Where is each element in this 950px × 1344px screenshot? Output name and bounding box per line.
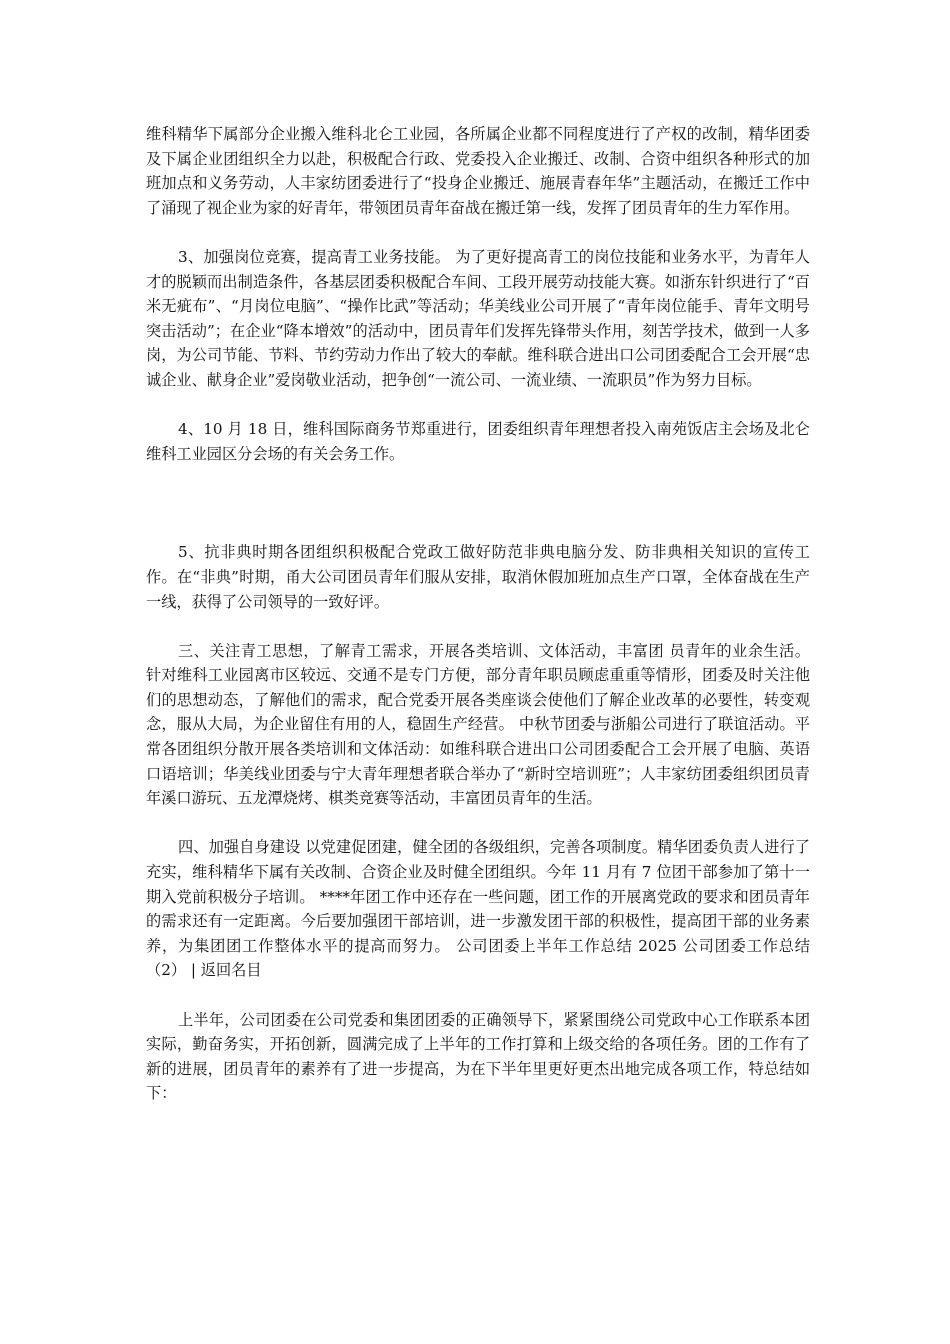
paragraph-business-festival: 4、10 月 18 日，维科国际商务节郑重进行，团委组织青年理想者投入南苑饭店主会场及北仑维科工业园区分会场的有关会务工作。 (146, 420, 810, 463)
paragraph-half-year-summary: 上半年，公司团委在公司党委和集团团委的正确领导下，紧紧围绕公司党政中心工作联系本团实际，勤奋务实，开拓创新，圆满完成了上半年的工作打算和上级交给的各项任务。团的工作有了新的进展，团员青年的素养有了进一步提高，为在下半年里更好更杰出地完成各项工作，特总结如下： (146, 1010, 810, 1103)
paragraph-skills-competition: 3、加强岗位竞赛，提高青工业务技能。 为了更好提高青工的岗位技能和业务水平，为青年人才的脱颖而出制造条件，各基层团委积极配合车间、工段开展劳动技能大赛。如浙东针织进行了“百米无疵布”、“月岗位电脑”、“操作比武”等活动；华美线业公司开展了“青年岗位能手、青年文明号突击活动”；在企业“降本增效”的活动中，团员青年们发挥先锋带头作用，刻苦学技术，做到一人多岗，为公司节能、节料、节约劳动力作出了较大的奉献。维科联合进出口公司团委配合工会开展“忠诚企业、献身企业”爱岗敬业活动，把争创“一流公司、一流业绩、一流职员”作为努力目标。 (146, 247, 810, 389)
paragraph-youth-wellbeing: 三、关注青工思想，了解青工需求，开展各类培训、文体活动，丰富团 员青年的业余生活。 针对维科工业园离市区较远、交通不是专门方便，部分青年职员顾虑重重等情形，团委及时关注他们的思想动态，了解他们的需求，配合党委开展各类座谈会使他们了解企业改革的必要性，转变观念，服从大局，为企业留住有用的人，稳固生产经营。 中秋节团委与浙船公司进行了联谊活动。平常各团组织分散开展各类培训和文体活动：如维科联合进出口公司团委配合工会开展了电脑、英语口语培训；华美线业团委与宁大青年理想者联合举办了“新时空培训班”；人丰家纺团委组织团员青年溪口游玩、五龙潭烧烤、棋类竞赛等活动，丰富团员青年的生活。 (146, 641, 810, 808)
paragraph-sars-prevention: 5、抗非典时期各团组织积极配合党政工做好防范非典电脑分发、防非典相关知识的宣传工作。在“非典”时期，甬大公司团员青年们服从安排，取消休假加班加点生产口罩，全体奋战在生产一线，获得了公司领导的一致好评。 (146, 543, 810, 611)
paragraph-relocation: 维科精华下属部分企业搬入维科北仑工业园，各所属企业都不同程度进行了产权的改制，精华团委及下属企业团组织全力以赴，积极配合行政、党委投入企业搬迁、改制、合资中组织各种形式的加班加点和义务劳动，人丰家纺团委进行了“投身企业搬迁、施展青春年华”主题活动，在搬迁工作中了涌现了视企业为家的好青年，带领团员青年奋战在搬迁第一线，发挥了团员青年的生力军作用。 (146, 125, 810, 217)
paragraph-self-building: 四、加强自身建设 以党建促团建，健全团的各级组织，完善各项制度。精华团委负责人进行了充实，维科精华下属有关改制、合资企业及时健全团组织。今年 11 月有 7 位团干部参加了第十一期入党前积极分子培训。 ****年团工作中还存在一些问题，团工作的开展离党政的要求和团员青年的需求还有一定距离。今后要加强团干部培训，进一步激发团干部的积极性，提高团干部的业务素养，为集团团工作整体水平的提高而努力。 公司团委上半年工作总结 2025 公司团委工作总结（2） | 返回名目 (146, 838, 810, 980)
document-body (146, 122, 810, 1131)
